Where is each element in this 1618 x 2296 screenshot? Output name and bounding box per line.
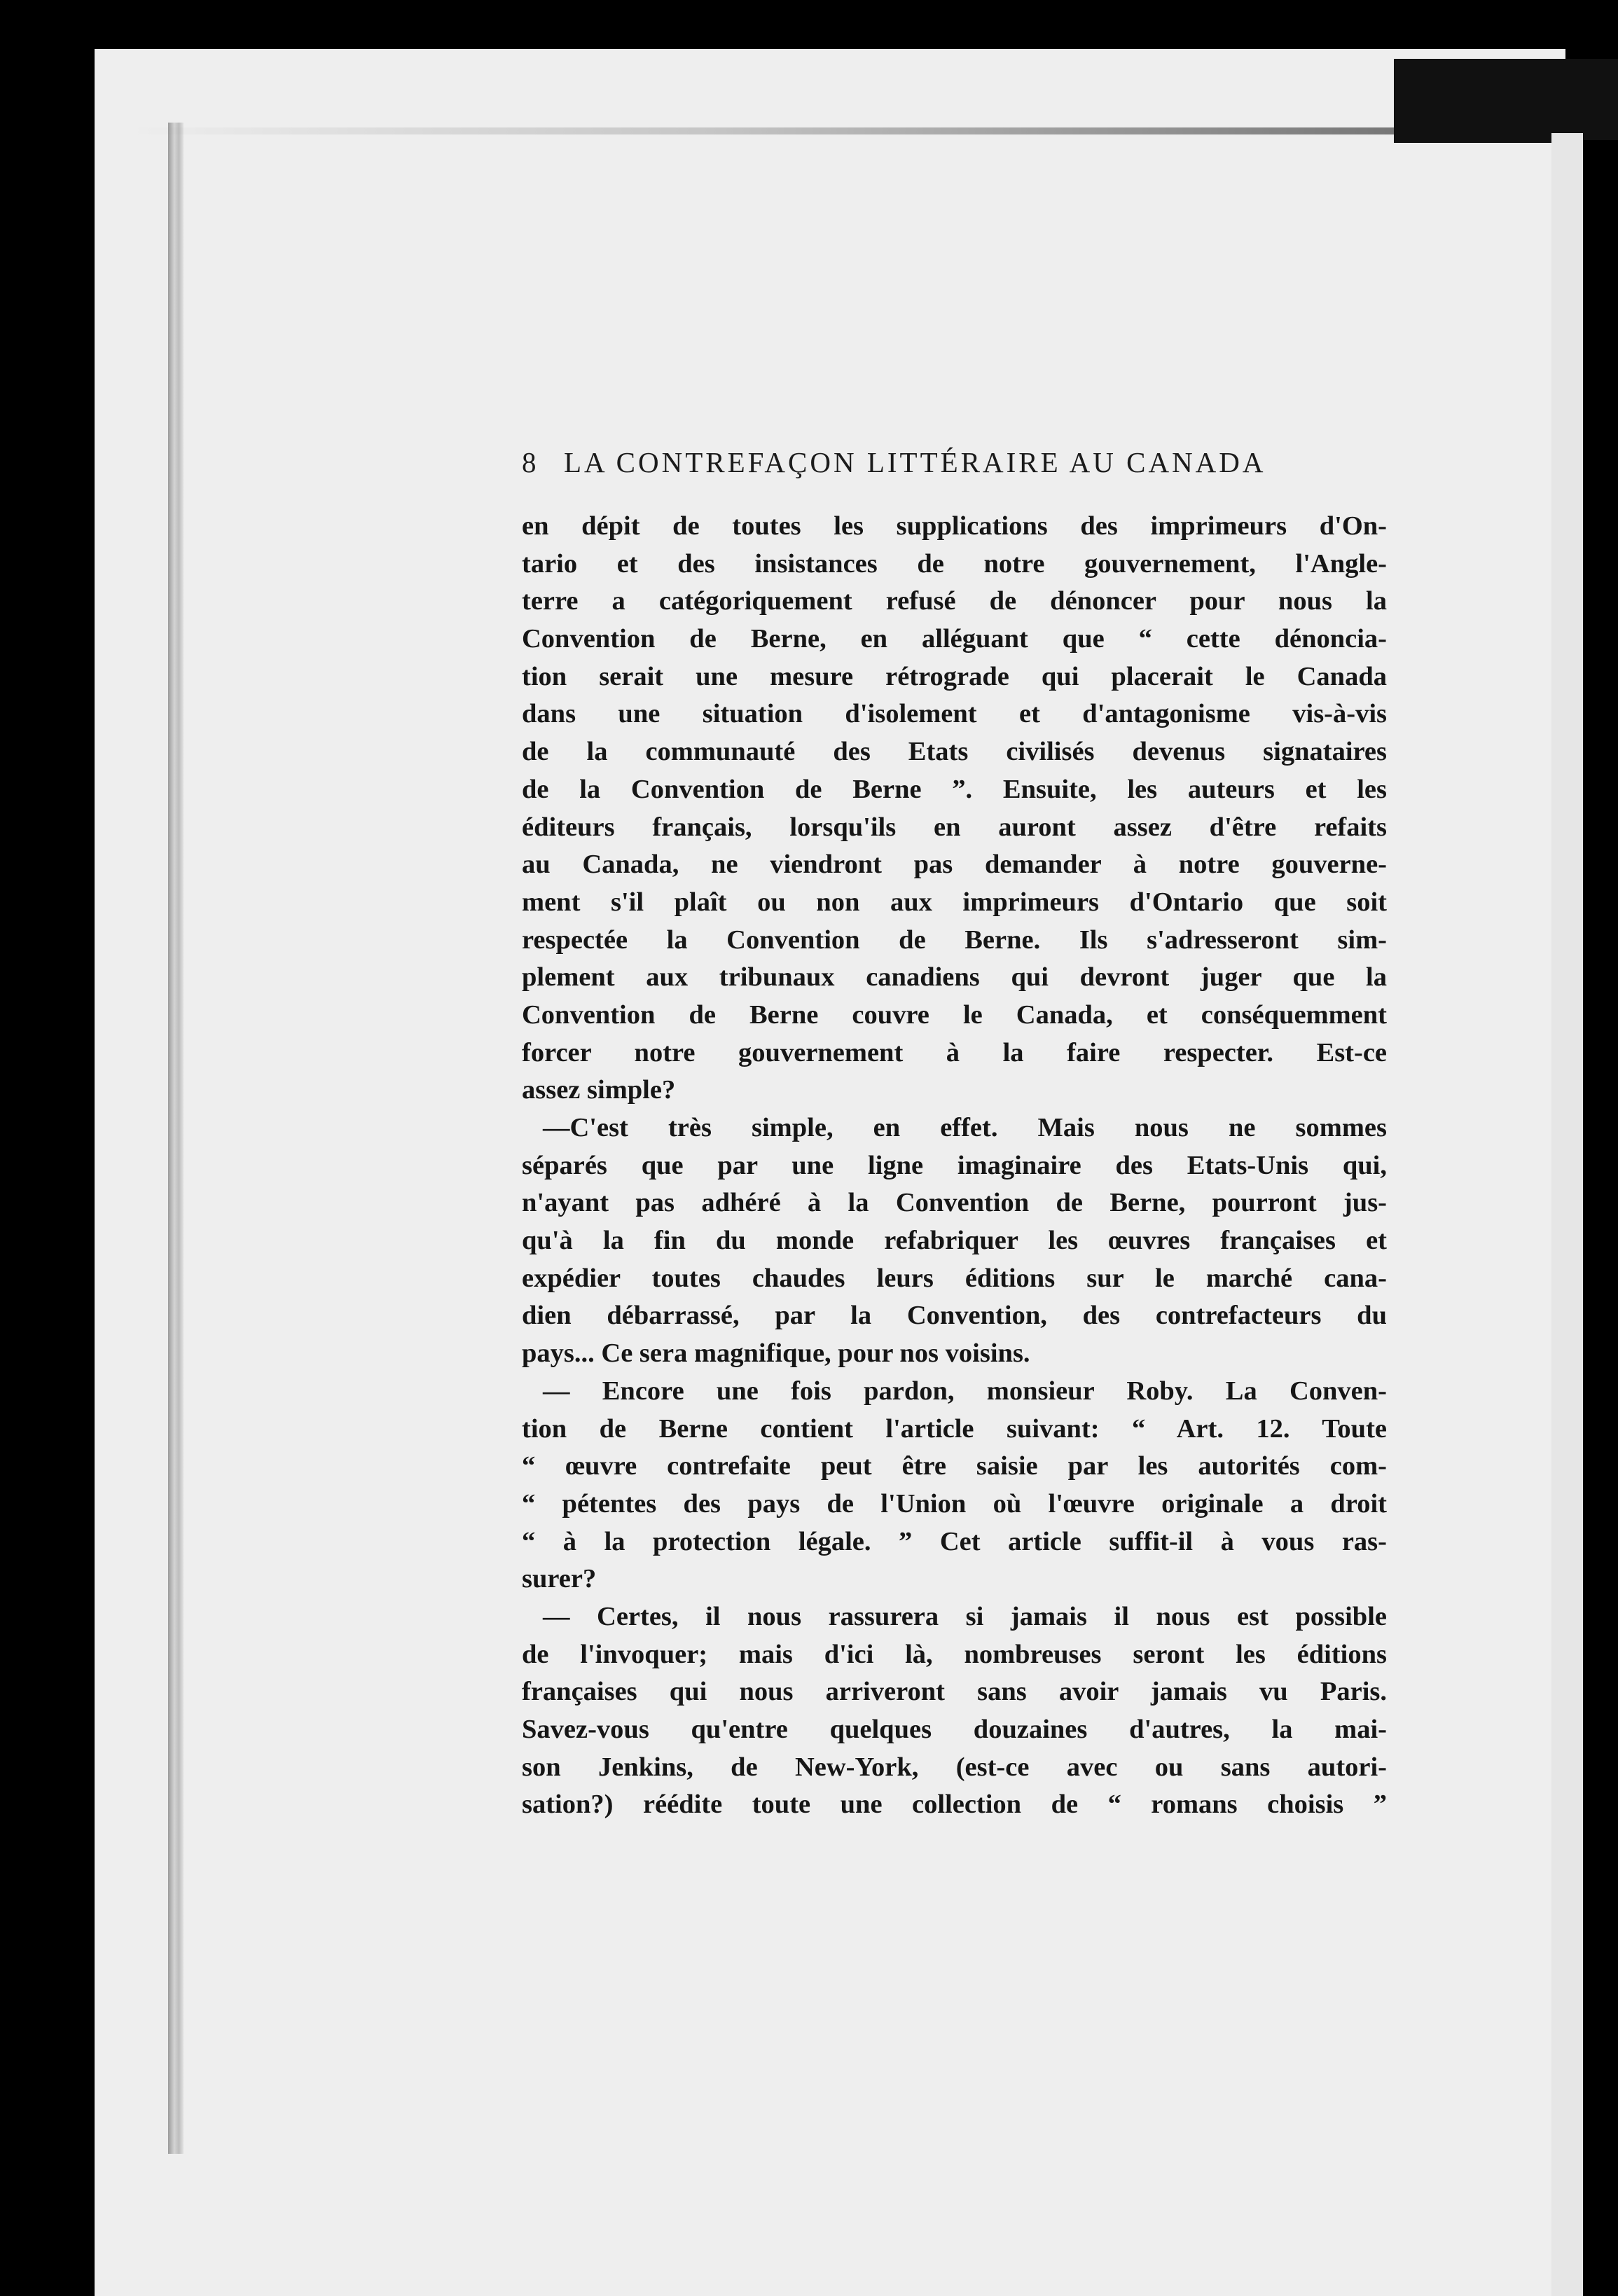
text-line: Convention de Berne couvre le Canada, et conséquemment <box>522 1000 1387 1030</box>
text-line: forcer notre gouvernement à la faire respecter. Est-ce <box>522 1037 1387 1067</box>
text-line: au Canada, ne viendront pas demander à notre gouverne- <box>522 850 1387 880</box>
text-line: qu'à la fin du monde refabriquer les œuvres françaises et <box>522 1226 1387 1256</box>
text-line: en dépit de toutes les supplications des imprimeurs d'On- <box>522 511 1387 541</box>
text-line: tario et des insistances de notre gouvernement, l'Angle- <box>522 548 1387 579</box>
running-header <box>522 445 1387 479</box>
text-line: de la Convention de Berne ”. Ensuite, les auteurs et les <box>522 774 1387 804</box>
text-line: son Jenkins, de New-York, (est-ce avec ou sans autori- <box>522 1752 1387 1782</box>
page-top-shadow <box>130 127 1590 134</box>
text-line: terre a catégoriquement refusé de dénoncer pour nous la <box>522 586 1387 616</box>
text-line: dien débarrassé, par la Convention, des contrefacteurs du <box>522 1301 1387 1331</box>
text-line: plement aux tribunaux canadiens qui devront juger que la <box>522 962 1387 993</box>
text-line: Convention de Berne, en alléguant que “ cette dénoncia- <box>522 624 1387 654</box>
text-line: dans une situation d'isolement et d'antagonisme vis-à-vis <box>522 699 1387 729</box>
text-line: de la communauté des Etats civilisés devenus signataires <box>522 737 1387 767</box>
text-line: surer? <box>522 1564 597 1594</box>
page-number: 8 <box>522 446 539 478</box>
text-line: tion serait une mesure rétrograde qui placerait le Canada <box>522 661 1387 691</box>
scan-right-border <box>1583 140 1618 2296</box>
text-line: de l'invoquer; mais d'ici là, nombreuses seront les éditions <box>522 1639 1387 1669</box>
text-line: tion de Berne contient l'article suivant: “ Art. 12. Toute <box>522 1413 1387 1444</box>
text-line: “ œuvre contrefaite peut être saisie par les autorités com- <box>522 1451 1387 1481</box>
page-binding-edge <box>168 123 184 2154</box>
scan-dark-corner <box>1394 59 1618 143</box>
text-line: séparés que par une ligne imaginaire des Etats-Unis qui, <box>522 1150 1387 1180</box>
text-line: françaises qui nous arriveront sans avoir jamais vu Paris. <box>522 1677 1387 1707</box>
text-line: ment s'il plaît ou non aux imprimeurs d'Ontario que soit <box>522 887 1387 917</box>
text-line: — Encore une fois pardon, monsieur Roby. La Conven- <box>543 1376 1387 1406</box>
text-line: éditeurs français, lorsqu'ils en auront assez d'être refaits <box>522 812 1387 842</box>
text-line: “ à la protection légale. ” Cet article suffit-il à vous ras- <box>522 1526 1387 1556</box>
page-right-margin <box>1551 133 1583 2296</box>
text-line: sation?) réédite toute une collection de “ romans choisis ” <box>522 1790 1387 1820</box>
text-line: “ pétentes des pays de l'Union où l'œuvre originale a droit <box>522 1488 1387 1519</box>
text-line: —C'est très simple, en effet. Mais nous ne sommes <box>543 1113 1387 1142</box>
text-line: respectée la Convention de Berne. Ils s'adresseront sim- <box>522 925 1387 955</box>
running-title: LA CONTREFAÇON LITTÉRAIRE AU CANADA <box>564 446 1266 478</box>
text-line: pays... Ce sera magnifique, pour nos voisins. <box>522 1339 1030 1369</box>
text-line: assez simple? <box>522 1075 676 1105</box>
text-line: Savez-vous qu'entre quelques douzaines d'autres, la mai- <box>522 1715 1387 1744</box>
text-line: expédier toutes chaudes leurs éditions sur le marché cana- <box>522 1263 1387 1293</box>
body-text <box>522 508 1387 1824</box>
text-line: n'ayant pas adhéré à la Convention de Berne, pourront jus- <box>522 1188 1387 1218</box>
text-line: — Certes, il nous rassurera si jamais il nous est possible <box>543 1601 1387 1631</box>
